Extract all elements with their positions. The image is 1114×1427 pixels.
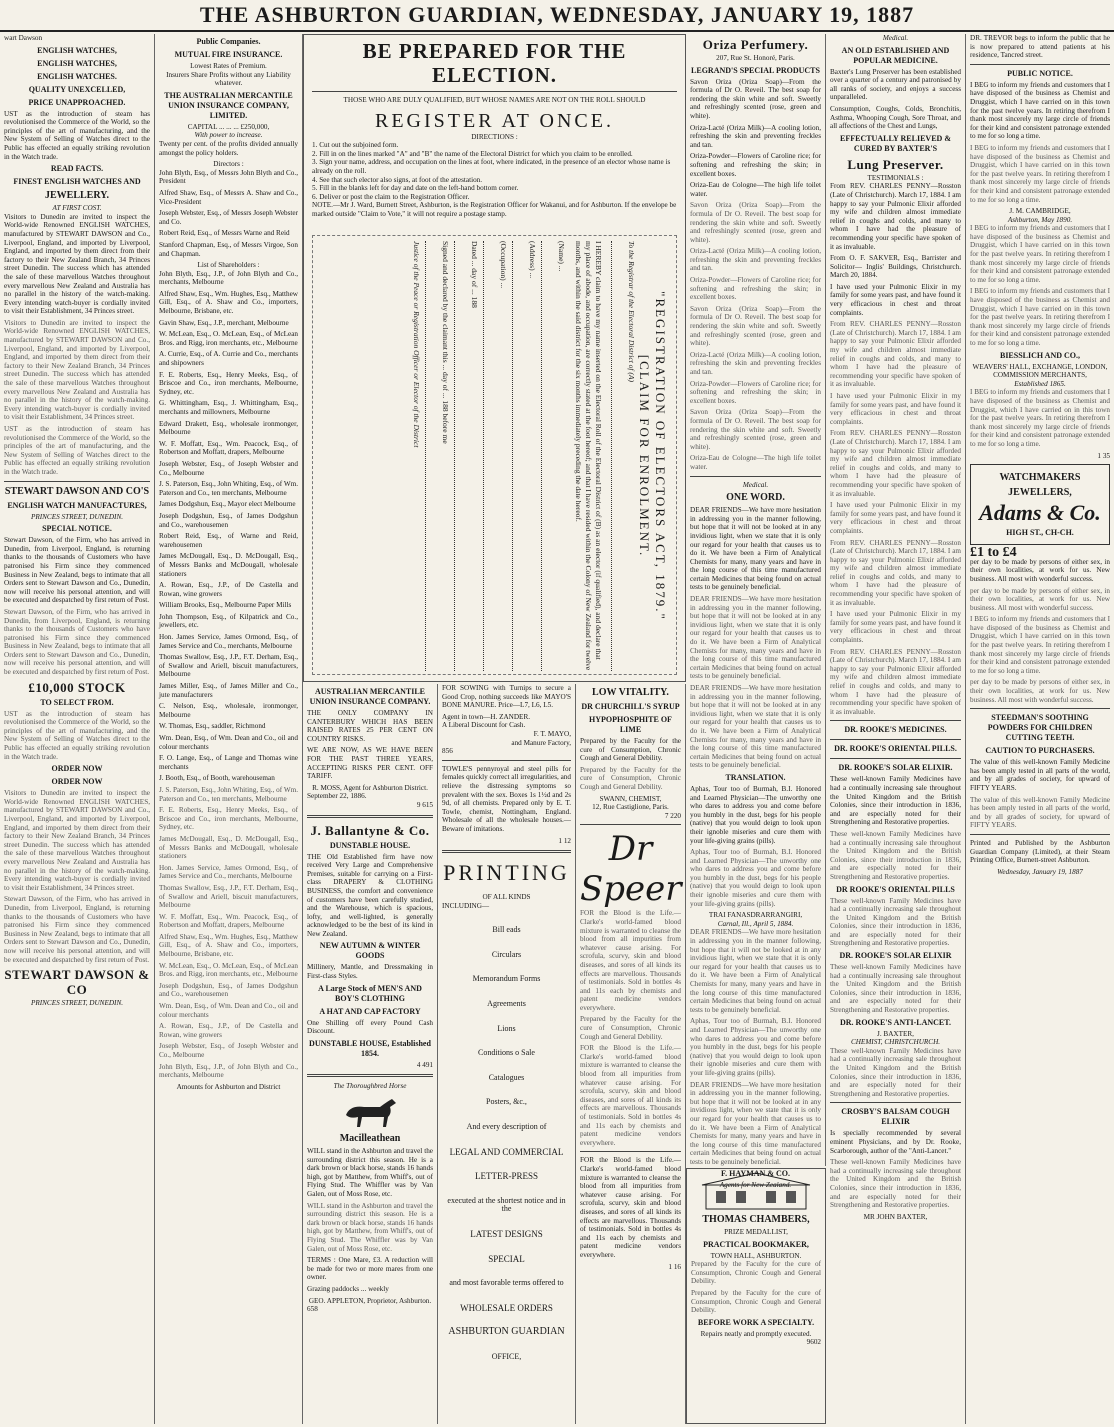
ad-address: PRINCES STREET, DUNEDIN. xyxy=(30,512,124,521)
section-heading: Medical. xyxy=(882,34,909,42)
ad-body: Oriza-Lacté (Oriza Milk)—A cooling lotion, refreshing the skin and preventing freckles and tan. xyxy=(690,350,821,376)
ad-body: DEAR FRIENDS—We have more hesitation in addressing you in the manner following, but hope that it will not be looked at in any invidious light, when we state that it is only our regard for your health that causes us to do it. We have been a Firm of Analytical Chemists for many, many years and have in the long course of this time manufactured certain Medicines that being found on actual tests to be genuinely beneficial. xyxy=(690,1080,821,1166)
ad-code: 9 615 xyxy=(416,800,433,809)
ad-subheading: READ FACTS. xyxy=(50,164,104,174)
ad-subheading: OFFICE, xyxy=(491,1351,522,1361)
ad-agent: Agent in town—H. ZANDER. xyxy=(442,712,531,721)
form-field: Justice of the Peace or Registration Officer or Elector of the District xyxy=(412,241,421,448)
list-item: F. E. Roberts, Esq., Henry Meeks, Esq., of Briscoe and Co., iron merchants, Melbourne, Sydney, etc. xyxy=(159,370,298,396)
ad-headline: STEWART DAWSON & CO xyxy=(4,967,150,998)
ad-body: Prepared by the Faculty for the cure of Consumption, Chronic Cough and General Debility. xyxy=(691,1260,821,1286)
ad-body: Prepared by the Faculty for the cure of Consumption, Chronic Cough and General Debility. xyxy=(580,737,681,763)
ad-subheading: JEWELLERY. xyxy=(44,190,110,202)
ad-body: THE Old Established firm have now received Very Large and Comprehensive Premises, suitable for carrying on a First-class DRAPERY & CLOTHING BUSINESS, the comfort and convenience of customers have been carefully studied, and the Warehouse, which is spacious, lofty, and well-lighted, is generally acknowledged to be the best of its kind in New Zealand. xyxy=(307,852,433,938)
ad-body: Prepared by the Faculty for the cure of Consumption, Chronic Cough and General Debility. xyxy=(691,1288,821,1315)
ad-subheading: DR ROOKE'S ORIENTAL PILLS xyxy=(836,884,955,894)
ad-subheading: TO SELECT FROM. xyxy=(40,697,114,707)
list-item: Thomas Swallow, Esq., J.P., F.T. Derham, Esq., of Swallow and Ariell, biscuit manufacturers, Melbourne xyxy=(159,883,298,910)
ad-body: Millinery, Mantle, and Dressmaking in First-class Styles. xyxy=(307,963,433,981)
list-item: Hon. James Service, James Ormond, Esq., of James Service and Co., merchants, Melbourne xyxy=(159,863,298,881)
ad-body: Savon Oriza (Oriza Soap)—From the formula of Dr O. Reveil. The best soap for rendering the skin white and soft. Sweetly and refreshingly scented (rose, green and white). xyxy=(690,77,821,120)
election-subheadline: REGISTER AT ONCE. xyxy=(375,109,614,132)
list-item: Joseph Webster, Esq., of Joseph Webster and Co., Melbourne xyxy=(159,459,298,477)
column-vitality xyxy=(576,684,686,1424)
ad-body: I have used your Pulmonic Elixir in my family for some years past, and have found it very efficacious in chest and throat complaints. xyxy=(830,610,961,645)
logo-line: HIGH ST., CH-CH. xyxy=(1006,528,1074,538)
list-item: Thomas Swallow, Esq., J.P., F.T. Derham, Esq., of Swallow and Ariell, biscuit manufacturers, Melbourne xyxy=(159,653,298,679)
list-item: Circulars xyxy=(491,949,522,959)
ad-body: Visitors to Dunedin are invited to inspect the World-wide Renowned ENGLISH WATCHES, manufactured by STEWART DAWSON and Co., Liverpool, England, and imported by Liverpool, England, and imported by them direct from their factory to their New Zealand Branch, 34 Princes street Dunedin. The success which has attended the sale of these marvellous Watches throughout every marvellous New Zealand and Australia has no parallel in the history of the watch-making. Every intending watch-buyer is cordially invited to visit their Establishment, 34 Princes street. xyxy=(4,789,150,892)
ad-code: 9602 xyxy=(806,1338,821,1347)
list-item: Hon. James Service, James Ormond, Esq., of James Service and Co., merchants, Melbourne xyxy=(159,633,298,650)
ad-subheading: DUNSTABLE HOUSE. xyxy=(329,840,411,850)
ad-headline: PRICE UNAPPROACHED. xyxy=(28,97,126,107)
ad-body: Oriza-Powder—Flowers of Caroline rice; for softening and refreshing the skin; in excellent boxes. xyxy=(690,152,821,178)
list-item: W. Thomas, Esq., saddler, Richmond xyxy=(159,722,266,731)
ad-subheading: COMMISSION MERCHANTS, xyxy=(993,371,1087,380)
ad-body: per day to be made by persons of either sex, in their own localities, at work for us. New business. All most with wonderful success. xyxy=(970,557,1110,583)
section-heading: Public Companies. xyxy=(196,37,261,46)
adams-logo xyxy=(970,464,1110,545)
ad-headline: THOMAS CHAMBERS, xyxy=(702,1214,810,1225)
ad-body: And every description of xyxy=(466,1122,547,1132)
list-item: W. F. Moffatt, Esq., Wm. Peacock, Esq., of Robertson and Moffatt, drapers, Melbourne xyxy=(159,912,298,930)
ad-body: I BEG to inform my friends and customers that I have disposed of the business as Chemist and Druggist, which I have carried on in this town for the past twelve years. In retiring therefrom I thank most sincerely my large circle of friends for their kind and consistent patronage extended to me for so long a time. xyxy=(970,143,1110,204)
ad-body: From O. F. SAKVER, Esq., Barrister and Solicitor— Inglis' Buildings, Christchurch. March 20, 1884. xyxy=(830,254,961,280)
list-item: J. S. Paterson, Esq., John Whiting, Esq., of Wm. Paterson and Co., ten merchants, Melbourne xyxy=(159,785,298,803)
ad-subheading: LEGAL AND COMMERCIAL xyxy=(449,1146,564,1157)
ad-agent: R. MOSS, Agent for Ashburton District. xyxy=(312,783,428,792)
ad-agent: SWANN, CHEMIST, xyxy=(599,794,662,803)
ad-agent: Agents for New Zealand. xyxy=(719,1181,792,1190)
newspaper-title: THE ASHBURTON GUARDIAN, WEDNESDAY, JANUARY 19, 1887 xyxy=(199,2,915,27)
ad-subheading: A Large Stock of MEN'S AND BOY'S CLOTHING xyxy=(318,983,422,1003)
ad-address: WEAVERS' HALL, EXCHANGE, LONDON, xyxy=(972,362,1108,371)
list-item: Joseph Webster, Esq., of Messrs Joseph Webster and Co. xyxy=(159,209,298,226)
list-item: A. Rowan, Esq., J.P., of De Castella and Rowan, wine growers xyxy=(159,1022,298,1039)
list-item: F. O. Lange, Esq., of Lange and Thomas wine merchants xyxy=(159,754,298,771)
ad-subheading: Lowest Rates of Premium. xyxy=(190,62,267,70)
ad-subheading: TESTIMONIALS : xyxy=(867,173,924,182)
ad-headline: J. Ballantyne & Co. xyxy=(310,822,430,838)
ad-body: TOWLE'S pennyroyal and steel pills for females quickly correct all irregularities, and relieve the distressing symptoms so prevalent with the sex. Boxes 1s 1½d and 2s 9d, of all chemists. Prepared only by E. T. Towle, chemist, Nottingham, England. Wholesale of all the wholesale houses.—Beware of imitations. xyxy=(442,764,571,833)
ad-body: The value of this well-known Family Medicine has been amply tested in all parts of the world, and by all grades of society, for upward of FIFTY YEARS. xyxy=(970,758,1110,792)
ad-address: 12, Rue Castiglione, Paris. xyxy=(592,803,669,812)
list-item: Posters, &c., xyxy=(486,1097,527,1107)
ad-headline: ENGLISH WATCHES, xyxy=(37,45,117,55)
ad-headline: £10,000 STOCK xyxy=(28,679,126,695)
ad-body: Twenty per cent. of the profits divided annually amongst the policy holders. xyxy=(159,139,298,157)
ad-body: From REV. CHARLES PENNY—Rosston (Late of Christchurch). March 17, 1884. I am happy to say your Pulmonic Elixir afforded my wife and children almost immediate relief in coughs and colds, and many to whom I have had the pleasure of recommending your specific have spoken of it as invaluable. xyxy=(830,320,961,389)
ad-body: DEAR FRIENDS—We have more hesitation in addressing you in the manner following, but hope that it will not be looked at in any invidious light, when we state that it is only our regard for your health that causes us to do it. We have been a Firm of Analytical Chemists for many, many years and have in the long course of this time manufactured certain Medicines that being found on actual tests to be genuinely beneficial. xyxy=(690,684,821,770)
list-item: Conditions o Sale xyxy=(478,1048,535,1058)
list-item: James McDougall, Esq., D. McDougall, Esq., of Messrs Banks and McDougall, wholesale stationers xyxy=(159,834,298,861)
ad-headline: AN OLD ESTABLISHED AND POPULAR MEDICINE. xyxy=(841,45,950,65)
ad-headline: DR. ROOKE'S ORIENTAL PILLS. xyxy=(834,744,957,754)
ad-code: 1 35 xyxy=(1097,451,1110,460)
ad-body: DEAR FRIENDS—We have more hesitation in addressing you in the manner following, but hope that it will not be looked at in any invidious light, when we state that it is only our regard for your health that causes us to do it. We have been a Firm of Analytical Chemists for many, many years and have in the long course of this time manufactured certain Medicines that being found on actual tests to be genuinely beneficial. xyxy=(690,506,821,592)
ad-code: 856 xyxy=(442,747,453,756)
ad-body: WE ARE NOW, AS WE HAVE BEEN FOR THE PAST THREE YEARS, ACCEPTING RISKS PER CENT. OFF TARIFF. xyxy=(307,746,433,781)
list-item: Bill eads xyxy=(492,925,521,935)
ad-body: These well-known Family Medicines have had a continually increasing sale throughout the United Kingdom and the British Colonies, since their introduction in 1836, and are especially noted for their Strengthening and Restorative properties. xyxy=(830,896,961,948)
list-item: Robert Reid, Esq., of Warne and Reid, warehousemen xyxy=(159,532,298,549)
column-heading: wart Dawson xyxy=(4,34,43,42)
list-item: Catalogues xyxy=(488,1072,525,1082)
ad-agent: GEO. APPLETON, Proprietor, Ashburton. xyxy=(308,1296,432,1305)
form-field: Signed and declared by the claimant this ... day of ... 188 before me xyxy=(441,241,450,444)
ad-body: DR. TREVOR begs to inform the public that he is now prepared to attend patients at his residence, Tancred street. xyxy=(970,34,1110,60)
ad-headline: STEWART DAWSON AND CO'S xyxy=(4,485,150,497)
direction-item: 6. Deliver or post the claim to the Registration Officer. xyxy=(312,192,470,201)
chambers-ad xyxy=(686,1168,826,1424)
election-note: NOTE.—Mr J. Ward, Burnett Street, Ashburton, is the Registration Officer for Wakanui, and for Ashburton. If the envelope be marked outside "Claim to Vote," it will not require a postage stamp. xyxy=(312,201,677,218)
ad-code: 658 xyxy=(307,1305,318,1314)
ad-subheading: Insurers Share Profits without any Liability whatever. xyxy=(166,70,291,88)
ad-subheading: ORDER NOW xyxy=(51,764,103,774)
ad-headline: DR. ROOKE'S MEDICINES. xyxy=(844,725,947,735)
ad-body: UST as the introduction of steam has revolutionised the Commerce of the World, so the principles of the art of manufacturing, and the New System of Selling of Watches direct to the Public has effected an equally striking revolution in the Watch trade. xyxy=(4,425,150,476)
ad-body: I have used your Pulmonic Elixir in my family for some years past, and have found it very efficacious in chest and throat complaints. xyxy=(830,282,961,317)
ad-body: Baxter's Lung Preserver has been established over a quarter of a century and patronised by all ranks of society, and enjoys a success unparalleled. xyxy=(830,67,961,102)
form-field: (Address) ... xyxy=(528,241,537,279)
list-item: J. Booth, Esq., of Booth, warehouseman xyxy=(159,774,275,783)
ad-date: Carnal, Ill., April 5, 1884. xyxy=(717,919,794,928)
column-ballantyne xyxy=(303,684,438,1424)
ad-body: I have used your Pulmonic Elixir in my family for some years past, and have found it very efficacious in chest and throat complaints. xyxy=(830,501,961,535)
ad-body: WILL stand in the Ashburton and travel the surrounding district this season. He is a dark brown or black horse, stands 16 hands high, got by Matthew, from Whiff's, out of Flying Stud. The Whiffler was by Van Galen, out of Moss Rose, etc. xyxy=(307,1201,433,1253)
form-field: Dated ... day of ... 188 xyxy=(470,241,479,308)
ad-body: Repairs neatly and promptly executed. xyxy=(700,1329,812,1338)
ad-signature: J. M. CAMBRIDGE, xyxy=(1009,207,1071,216)
list-item: William Brooks, Esq., Melbourne Paper Mills xyxy=(159,601,292,610)
ad-subheading: DR CHURCHILL'S SYRUP xyxy=(581,702,680,711)
election-directions-heading: DIRECTIONS : xyxy=(471,132,518,141)
form-subtitle: [CLAIM FOR ENROLMENT. xyxy=(637,354,652,558)
list-item: Edward Drakett, Esq., wholesale ironmonger, Melbourne xyxy=(159,419,298,437)
list-item: Lions xyxy=(497,1023,516,1033)
ad-subheading: ASHBURTON GUARDIAN xyxy=(448,1326,565,1338)
list-item: Stanford Chapman, Esq., of Messrs Virgoe, Son and Chapman. xyxy=(159,240,298,258)
ad-headline: THE AUSTRALIAN MERCANTILE UNION INSURANCE COMPANY, LIMITED. xyxy=(164,90,293,120)
ad-body: These well-known Family Medicines have had a continually increasing sale throughout the United Kingdom and the British Colonies, since their introduction in 1836, and are especially noted for their Strengthening and Restorative properties. xyxy=(830,775,961,827)
ad-subheading: NEW AUTUMN & WINTER GOODS xyxy=(319,941,421,961)
ad-footer: Amounts for Ashburton and District xyxy=(176,1082,281,1091)
ad-subheading: OF ALL KINDS xyxy=(482,893,531,902)
ad-body: per day to be made by persons of either sex, in their own localities, at work for us. New business. All most with wonderful success. xyxy=(970,586,1110,612)
list-item: Wm. Dean, Esq., of Wm. Dean and Co., oil and colour merchants xyxy=(159,1002,298,1019)
ad-body: Grazing paddocks ... weekly xyxy=(307,1284,389,1293)
ad-body: Prepared by the Faculty for the cure of Consumption, Chronic Cough and General Debility. xyxy=(580,765,681,791)
ad-headline: DR. ROOKE'S SOLAR ELIXIR. xyxy=(838,763,953,773)
ad-body: Visitors to Dunedin are invited to inspect the World-wide Renowned ENGLISH WATCHES, manufactured by STEWART DAWSON and Co., Liverpool, England, and imported by Liverpool, England, and imported by them direct from their factory to their New Zealand Branch, 34 Princes street Dunedin. The success which has attended the sale of these marvellous Watches throughout every marvellous New Zealand and Australia has no parallel in the history of the watch-making. Every intending watch-buyer is cordially invited to visit their Establishment, 34 Princes street. xyxy=(4,212,150,316)
ad-subheading: HYPOPHOSPHITE OF LIME xyxy=(589,715,672,734)
ad-body: I BEG to inform my friends and customers that I have disposed of the business as Chemist and Druggist, which I have carried on in this town for the past twelve years. In retiring therefrom I thank most sincerely my large circle of friends for their kind and consistent patronage extended to me for so long a time. xyxy=(970,80,1110,141)
ad-body: Savon Oriza (Oriza Soap)—From the formula of Dr O. Reveil. The best soap for rendering the skin white and soft. Sweetly and refreshingly scented (rose, green and white). xyxy=(690,201,821,244)
list-item: G. Whittingham, Esq., J. Whittingham, Esq., merchants and millowners, Melbourne xyxy=(159,399,298,416)
column-printing xyxy=(438,684,576,1424)
ad-subheading: ENGLISH WATCH MANUFACTURES, xyxy=(7,500,147,510)
ad-headline: PRINTING xyxy=(443,860,570,886)
election-headline: BE PREPARED FOR THE ELECTION. xyxy=(362,39,627,87)
ad-code: 7 220 xyxy=(664,811,681,820)
logo-line: JEWELLERS, xyxy=(1008,487,1072,499)
column-public-companies xyxy=(155,34,303,1424)
ad-body: The value of this well-known Family Medicine has been amply tested in all parts of the world, and by all grades of society, for upward of FIFTY YEARS. xyxy=(970,795,1110,830)
ad-headline: ONE WORD. xyxy=(726,492,785,504)
list-item: W. McLean, Esq., O. McLean, Esq., of McLean Bros. and Rigg, iron merchants, etc., Melbourne xyxy=(159,330,298,347)
election-intro: THOSE WHO ARE DULY QUALIFIED, BUT WHOSE NAMES ARE NOT ON THE ROLL SHOULD xyxy=(343,96,646,104)
ad-body: Aphas, Tour too of Burmah, B.I. Honored and Learned Physician—The unworthy one who dares to address you and come before you humbly in the dust, begs for his people (native) that you would deign to look upon their ignoble miseries and cure them with your life-giving grains (pills). xyxy=(690,1017,821,1077)
ad-agent: J. BAXTER, xyxy=(877,1029,914,1038)
direction-item: 4. See that such elector also signs, at foot of the attestation. xyxy=(312,175,483,184)
logo-line: WATCHMAKERS xyxy=(999,472,1081,484)
ad-body: Oriza-Powder—Flowers of Caroline rice; for softening and refreshing the skin; in excellent boxes. xyxy=(690,379,821,405)
direction-item: 2. Fill in on the lines marked "A" and "B" the name of the Electoral District for which you claim to be enrolled. xyxy=(312,149,633,158)
form-title: "REGISTRATION OF ELECTORS ACT, 1879." xyxy=(653,291,668,621)
ad-subheading: The Thoroughbred Horse xyxy=(333,1082,407,1091)
ad-headline: AUSTRALIAN MERCANTILE UNION INSURANCE COMPANY. xyxy=(309,687,431,706)
ad-agent: MR JOHN BAXTER, xyxy=(863,1212,928,1221)
list-item: James Dodgshun, Esq., Mayor elect Melbourne xyxy=(159,500,296,509)
ad-body: Savon Oriza (Oriza Soap)—From the formula of Dr O. Reveil. The best soap for rendering the skin white and soft. Sweetly and refreshingly scented (rose, green and white). xyxy=(690,304,821,348)
ad-subheading: Directors : xyxy=(213,160,244,169)
ad-body: Savon Oriza (Oriza Soap)—From the formula of Dr O. Reveil. The best soap for rendering the skin white and soft. Sweetly and refreshingly scented (rose, green and white). xyxy=(690,408,821,451)
ad-body: These well-known Family Medicines have had a continually increasing sale throughout the United Kingdom and the British Colonies, since their introduction in 1836, and are especially noted for their Strengthening and Restorative properties. xyxy=(830,1046,961,1098)
ad-subheading: DR. ROOKE'S SOLAR ELIXIR xyxy=(839,951,952,961)
ad-body: executed at the shortest notice and in the xyxy=(447,1195,566,1214)
ad-subheading: LEGRAND'S SPECIAL PRODUCTS xyxy=(691,65,820,75)
column-notices xyxy=(966,34,1114,1424)
list-item: Joseph Webster, Esq., of Joseph Webster and Co., Melbourne xyxy=(159,1042,298,1059)
claim-form xyxy=(312,235,677,675)
ad-body: FOR the Blood is the Life.—Clarke's world-famed blood mixture is warranted to cleanse the blood from all impurities from whatever cause arising. For scrofula, scurvy, skin and blood diseases, and sores of all kinds its effects are marvellous. Thousands of testimonials. Sold in bottles 4s and 11s each by chemists and patent medicine vendors everywhere. xyxy=(580,909,681,1012)
ad-subheading: WHOLESALE ORDERS xyxy=(460,1302,553,1313)
ad-agent: F. T. MAYO, xyxy=(533,729,571,738)
ad-body: Oriza-Eau de Cologne—The high life toilet water. xyxy=(690,181,821,198)
imprint: Printed and Published by the Ashburton Guardian Company (Limited), at their Steam Printing Office, Burnett-street Ashburton. xyxy=(970,838,1110,865)
ad-body: From REV. CHARLES PENNY—Rosston (Late of Christchurch). March 17, 1884. I am happy to say your Pulmonic Elixir afforded my wife and children almost immediate relief in coughs and colds, and many to whom I have had the pleasure of recommending your specific have spoken of it as invaluable. xyxy=(830,429,961,498)
horse-illustration xyxy=(340,1095,400,1129)
list-item: Robert Reid, Esq., of Messrs Warne and Reid xyxy=(159,229,290,238)
ad-body: From REV. CHARLES PENNY—Rosston (Late of Christchurch). March 17, 1884. I am happy to say your Pulmonic Elixir afforded my wife and children almost immediate relief in coughs and colds, and many to whom I have had the pleasure of recommending your specific have spoken of it as invaluable. xyxy=(830,538,961,607)
column-baxter xyxy=(826,34,966,1424)
ad-body: Stewart Dawson, of the Firm, who has arrived in Dunedin, from Liverpool, England, is returning thanks to the thousands of Customers who have patronised his Firm since they commenced Business in New Zealand, begs to intimate that all Orders sent to Stewart Dawson and Co., Dunedin, now will receive his personal attention, and will be executed and despatched by first return of Post. xyxy=(4,536,150,605)
ad-code: 1 12 xyxy=(558,836,571,845)
ad-address: PRINCES STREET, DUNEDIN. xyxy=(30,999,124,1008)
ad-agent: F. HAYMAN & CO. xyxy=(721,1169,790,1179)
ad-body: FOR SOWING with Turnips to secure a Good Crop, nothing succeeds like MAYO'S BONE MANURE. Price—L7, L6, L5. xyxy=(442,684,571,710)
ad-body: A Liberal Discount for Cash. xyxy=(442,721,526,730)
ad-subheading: A HAT AND CAP FACTORY xyxy=(319,1006,421,1016)
ad-capital: CAPITAL ... ... ... £250,000, xyxy=(187,122,270,131)
list-item: W. F. Moffatt, Esq., Wm. Peacock, Esq., of Robertson and Moffatt, drapers, Melbourne xyxy=(159,439,298,457)
list-item: A. Rowan, Esq., J.P., of De Castella and Rowan, wine growers xyxy=(159,581,298,598)
ad-headline: ENGLISH WATCHES, xyxy=(37,58,117,68)
form-field: (Name) ... xyxy=(557,241,566,272)
ad-body: Oriza-Eau de Cologne—The high life toilet water. xyxy=(690,454,821,471)
column-stewart-dawson xyxy=(0,34,155,1424)
ad-subheading: List of Shareholders : xyxy=(197,261,260,270)
ad-subheading: With power to increase. xyxy=(194,131,263,140)
ad-subheading: PRACTICAL BOOKMAKER, xyxy=(703,1239,809,1249)
ad-subheading: FINEST ENGLISH WATCHES AND xyxy=(13,177,141,187)
list-item: Alfred Shaw, Esq., Wm. Hughes, Esq., Matthew Gill, Esq., of A. Shaw and Co., importers, Melbourne, Brisbane, etc. xyxy=(159,932,298,959)
ad-headline: Oriza Perfumery. xyxy=(702,37,809,52)
ad-code: 4 491 xyxy=(416,1060,433,1069)
ad-subheading: DUNSTABLE HOUSE, Established 1854. xyxy=(309,1038,431,1058)
ad-date: Established 1865. xyxy=(1014,379,1066,388)
ad-subheading: DR. ROOKE'S ANTI-LANCET. xyxy=(840,1017,951,1027)
column-oriza xyxy=(686,34,826,1190)
list-item: James McDougall, Esq., D. McDougall, Esq., of Messrs Banks and McDougall, wholesale stationers xyxy=(159,552,298,578)
ad-body: UST as the introduction of steam has revolutionised the Commerce of the World, so the principles of the art of manufacturing, and the New System of Selling of Watches direct to the Public has effected an equally striking revolution in the Watch trade. xyxy=(4,709,150,761)
ad-body: These well-known Family Medicines have had a continually increasing sale throughout the United Kingdom and the British Colonies, since their introduction in 1836, and are especially noted for their Strengthening and Restorative properties. xyxy=(830,963,961,1015)
ad-body: I BEG to inform my friends and customers that I have disposed of the business as Chemist and Druggist, which I have carried on in this town for the past twelve years. In retiring therefrom I thank most sincerely my large circle of friends for their kind and consistent patronage extended to me for so long a time. xyxy=(970,615,1110,675)
form-declaration: I HEREBY claim to have my name inserted on the Electoral Roll of the Electoral District of (B) as an elector (if qualified), and declare that my place of abode, and occupation, are correctly stated at the foot hereof; and that I have resided within the Colony of New Zealand for twelve months, and within the said district for the six months immediately preceding the date hereof. xyxy=(574,241,604,671)
ad-headline: MUTUAL FIRE INSURANCE. xyxy=(174,50,283,59)
ad-body: and most favorable terms offered to xyxy=(449,1278,564,1288)
masthead xyxy=(0,0,1114,32)
ad-body: Aphas, Tour too of Burmah, B.I. Honored and Learned Physician—The unworthy one who dares to address you and come before you humbly in the dust, begs for his people (native) that you would deign to look upon their ignoble miseries and cure them with your life-giving grains (pills). xyxy=(690,784,821,845)
ad-headline: LOW VITALITY. xyxy=(592,687,669,698)
ad-date: Ashburton, May 1890. xyxy=(1007,215,1073,224)
ad-body: WILL stand in the Ashburton and travel the surrounding district this season. He is a dark brown or black horse, stands 16 hands high, got by Matthew, from Whiff's, out of Flying Stud. The Whiffler was by Van Galen, out of Moss Rose, etc. xyxy=(307,1147,433,1198)
ad-body: FOR the Blood is the Life.—Clarke's world-famed blood mixture is warranted to cleanse the blood from all impurities from whatever cause arising. For scrofula, scurvy, skin and blood diseases, and sores of all kinds its effects are marvellous. Thousands of testimonials. Sold in bottles 4s and 11s each by chemists and patent medicine vendors everywhere. xyxy=(580,1156,681,1259)
list-item: C. Nelson, Esq., wholesale, ironmonger, Melbourne xyxy=(159,702,298,719)
ad-subheading: CAUTION TO PURCHASERS. xyxy=(985,746,1095,756)
ad-body: I BEG to inform my friends and customers that I have disposed of the business as Chemist and Druggist, which I have carried on in this town for the past twelve years. In retiring therefrom I thank most sincerely my large circle of friends for their kind and consistent patronage extended to me for so long a time. xyxy=(970,287,1110,347)
ad-address: TOWN HALL, ASHBURTON. xyxy=(710,1251,802,1260)
ad-signature: TRAI FANASDRARRANGIRI, xyxy=(708,911,803,920)
list-item: A. Currie, Esq., of A. Currie and Co., merchants and shipowners xyxy=(159,350,298,368)
ad-body: I have used your Pulmonic Elixir in my family for some years past, and have found it very efficacious in chest and throat complaints. xyxy=(830,392,961,426)
list-item: James Miller, Esq., of James Miller and Co., jute manufacturers xyxy=(159,682,298,699)
ad-subheading: SPECIAL NOTICE. xyxy=(42,524,112,534)
list-item: John Blyth, Esq., J.P., of John Blyth and Co., merchants, Melbourne xyxy=(159,1062,298,1080)
ad-subheading: SPECIAL xyxy=(488,1253,525,1264)
ad-body: Stewart Dawson, of the Firm, who has arrived in Dunedin, from Liverpool, England, is returning thanks to the thousands of Customers who have patronised his Firm since they commenced Business in New Zealand, begs to intimate that all Orders sent to Stewart Dawson and Co., Dunedin, now will receive his personal attention, and will be executed and despatched by first return of Post. xyxy=(4,895,150,964)
ad-body: From REV. CHARLES PENNY—Rosston (Late of Christchurch). March 17, 1884. I am happy to say your Pulmonic Elixir afforded my wife and children almost immediate relief in coughs and colds, and many to whom I have had the pleasure of recommending your specific have spoken of it as invaluable. xyxy=(830,182,961,251)
list-item: Wm. Dean, Esq., of Wm. Dean and Co., oil and colour merchants xyxy=(159,734,298,751)
list-item: Joseph Dodgshun, Esq., of James Dodgshun and Co., warehousemen xyxy=(159,511,298,529)
ad-body: DEAR FRIENDS—We have more hesitation in addressing you in the manner following, but hope that it will not be looked at in any invidious light, when we state that it is only our regard for your health that causes us to do it. We have been a Firm of Analytical Chemists for many, many years and have in the long course of this time manufactured certain Medicines that being found on actual tests to be genuinely beneficial. xyxy=(690,928,821,1014)
list-item: Joseph Dodgshun, Esq., of James Dodgshun and Co., warehousemen xyxy=(159,981,298,999)
ad-body: Is specially recommended by several eminent Physicians, and by Dr. Rooke, Scarborough, author of the "Anti-Lancet." xyxy=(830,1129,961,1155)
ad-address: CHEMIST, CHRISTCHURCH. xyxy=(850,1038,941,1047)
ad-subheading: ORDER NOW xyxy=(51,777,103,787)
printing-ad xyxy=(442,859,571,1361)
list-item: F. E. Roberts, Esq., Henry Meeks, Esq., of Briscoe and Co., iron merchants, Melbourne, Sydney, etc. xyxy=(159,806,298,832)
ad-body: These well-known Family Medicines have had a continually increasing sale throughout the United Kingdom and the British Colonies, since their introduction in 1836, and are especially noted for their Strengthening and Restorative properties. xyxy=(830,1158,961,1210)
ad-body: TERMS : One Mare, £3. A reduction will be made for two or more mares from one owner. xyxy=(307,1256,433,1282)
ad-body: Consumption, Coughs, Colds, Bronchitis, Asthma, Whooping Cough, Sore Throat, and all affections of the Chest and Lungs, xyxy=(830,104,961,131)
ad-subheading: LETTER-PRESS xyxy=(474,1171,538,1182)
direction-item: 3. Sign your name, address, and occupation on the lines at foot, where indicated, in the presence of an elector whose name is already on the roll. xyxy=(312,158,671,175)
ad-headline: £1 to £4 xyxy=(970,545,1017,561)
list-item: John Blyth, Esq., J.P., of John Blyth and Co., merchants, Melbourne xyxy=(159,269,298,287)
direction-item: 5. Fill in the blanks left for day and date on the left-hand bottom corner. xyxy=(312,184,519,193)
list-item: John Blyth, Esq., of Messrs John Blyth and Co., President xyxy=(159,168,298,186)
ad-agent: and Manure Factory, xyxy=(511,738,571,747)
ad-headline: Macilleathean xyxy=(339,1133,401,1145)
ad-body: I BEG to inform my friends and customers that I have disposed of the business as Chemist and Druggist, which I have carried on in this town for the past twelve years. In retiring therefrom I thank most sincerely my large circle of friends for their kind and consistent patronage extended to me for so long a time. xyxy=(970,224,1110,284)
ad-body: Aphas, Tour too of Burmah, B.I. Honored and Learned Physician—The unworthy one who dares to address you and come before you humbly in the dust, begs for his people (native) that you would deign to look upon their ignoble miseries and cure them with your life-giving grains (pills). xyxy=(690,848,821,908)
form-field: (Occupation) ... xyxy=(499,241,508,289)
ad-headline: ENGLISH WATCHES. xyxy=(37,71,117,81)
ad-body: I BEG to inform my friends and customers that I have disposed of the business as Chemist and Druggist, which I have carried on in this town for the past twelve years. In retiring therefrom I thank most sincerely my large circle of friends for their kind and consistent patronage extended to me for so long a time. xyxy=(970,388,1110,448)
ad-headline: BIESSLICH AND CO., xyxy=(999,350,1081,360)
list-item: Alfred Shaw, Esq., Wm. Hughes, Esq., Matthew Gill, Esq., of A. Shaw and Co., importers, Melbourne, Brisbane, etc. xyxy=(159,289,298,316)
election-notice xyxy=(303,34,686,682)
ad-body: From REV. CHARLES PENNY—Rosston (Late of Christchurch). March 17, 1884. I am happy to say your Pulmonic Elixir afforded my wife and children almost immediate relief in coughs and colds, and many to whom I have had the pleasure of recommending your specific have spoken of it as invaluable. xyxy=(830,647,961,716)
ad-body: Stewart Dawson, of the Firm, who has arrived in Dunedin, from Liverpool, England, is returning thanks to the thousands of Customers who have patronised his Firm since they commenced Business in New Zealand, begs to intimate that all Orders sent to Stewart Dawson and Co., Dunedin, now will receive his personal attention, and will be executed and despatched by first return of Post. xyxy=(4,607,150,677)
ad-subheading: PRIZE MEDALLIST, xyxy=(724,1228,788,1236)
dr-speer-signature: Dr Speer xyxy=(580,829,682,910)
ad-subheading: EFFECTUALLY RELIEVED & CURED BY BAXTER'S xyxy=(840,133,951,153)
ad-subheading: BEFORE WORK A SPECIALTY. xyxy=(697,1317,815,1327)
ad-body: FOR the Blood is the Life.—Clarke's world-famed blood mixture is warranted to cleanse the blood from all impurities from whatever cause arising. For scrofula, scurvy, skin and blood diseases, and sores of all kinds its effects are marvellous. Thousands of testimonials. Sold in bottles 4s and 11s each by chemists and patent medicine vendors everywhere. xyxy=(580,1044,681,1147)
ad-headline: QUALITY UNEXCELLED, xyxy=(28,84,126,94)
ad-headline: Lung Preserver. xyxy=(847,156,944,172)
ad-body: DEAR FRIENDS—We have more hesitation in addressing you in the manner following, but hope that it will not be looked at in any invidious light, when we state that it is only our regard for your health that causes us to do it. We have been a Firm of Analytical Chemists for many, many years and have in the long course of this time manufactured certain Medicines that being found on actual tests to be genuinely beneficial. xyxy=(690,595,821,681)
ad-body: One Shilling off every Pound Cash Discount. xyxy=(307,1018,433,1036)
ad-code: 1 16 xyxy=(668,1262,681,1271)
logo-name: Adams & Co. xyxy=(979,500,1101,526)
list-item: J. S. Paterson, Esq., John Whiting, Esq., of Wm. Paterson and Co., ten merchants, Melbourne xyxy=(159,480,298,497)
direction-item: 1. Cut out the subjoined form. xyxy=(312,141,399,150)
ad-body: Oriza-Lacté (Oriza Milk)—A cooling lotion, refreshing the skin and preventing freckles and tan. xyxy=(690,123,821,149)
ad-body: Prepared by the Faculty for the cure of Consumption, Chronic Cough and General Debility. xyxy=(580,1015,681,1041)
list-item: John Thompson, Esq., of Kilpatrick and Co., jewellers, etc. xyxy=(159,612,298,630)
list-item: Gavin Shaw, Esq., J.P., merchant, Melbourne xyxy=(159,318,289,327)
form-field: To the Registrar of the Electoral District of (A) xyxy=(627,241,636,382)
ad-body: Oriza-Lacté (Oriza Milk)—A cooling lotion, refreshing the skin and preventing freckles and tan. xyxy=(690,247,821,273)
ad-body: These well-known Family Medicines have had a continually increasing sale throughout the United Kingdom and the British Colonies, since their introduction in 1836, and are especially noted for their Strengthening and Restorative properties. xyxy=(830,829,961,881)
ad-body: Visitors to Dunedin are invited to inspect the World-wide Renowned ENGLISH WATCHES, manufactured by STEWART DAWSON and Co., Liverpool, England, and imported by Liverpool, England, and imported by them direct from their factory to their New Zealand Branch, 34 Princes street Dunedin. The success which has attended the sale of these marvellous Watches throughout every marvellous New Zealand and Australia has no parallel in the history of the watch-making. Every intending watch-buyer is cordially invited to visit their Establishment, 34 Princes street. xyxy=(4,318,150,422)
section-heading: Medical. xyxy=(742,480,769,489)
ad-date: September 22, 1886. xyxy=(307,792,367,801)
ad-subheading: AT FIRST COST. xyxy=(52,204,102,213)
list-item: Memorandum Forms xyxy=(472,974,541,984)
list-item: Agreements xyxy=(487,999,526,1009)
ad-subheading: TRANSLATION. xyxy=(725,772,786,782)
ad-body: per day to be made by persons of either sex, in their own localities, at work for us. New business. All most with wonderful success. xyxy=(970,678,1110,704)
ad-headline: PUBLIC NOTICE. xyxy=(1007,68,1073,78)
ad-headline: STEEDMAN'S SOOTHING POWDERS FOR CHILDREN CUTTING TEETH. xyxy=(987,713,1093,743)
ad-address: 207, Rue St. Honoré, Paris. xyxy=(716,54,795,62)
ad-body: THE ONLY COMPANY IN CANTERBURY WHICH HAS BEEN RAISED RATES 25 PER CENT ON COUNTRY RISKS. xyxy=(307,709,433,743)
ad-body: UST as the introduction of steam has revolutionised the Commerce of the World, so the principles of the art of manufacturing, and the New System of Selling of Watches direct to the Public has effected an equally striking revolution in the Watch trade. xyxy=(4,109,150,161)
ad-subheading: LATEST DESIGNS xyxy=(470,1229,543,1239)
ad-subheading: INCLUDING— xyxy=(442,901,490,910)
imprint-date: Wednesday, January 19, 1887 xyxy=(997,867,1083,876)
list-item: W. McLean, Esq., O. McLean, Esq., of McLean Bros. and Rigg, iron merchants, etc., Melbourne xyxy=(159,961,298,979)
ad-body: Oriza-Powder—Flowers of Caroline rice; for softening and refreshing the skin; in excellent boxes. xyxy=(690,276,821,302)
list-item: Alfred Shaw, Esq., of Messrs A. Shaw and Co., Vice-President xyxy=(159,188,298,206)
ad-headline: CROSBY'S BALSAM COUGH ELIXIR xyxy=(841,1107,950,1127)
